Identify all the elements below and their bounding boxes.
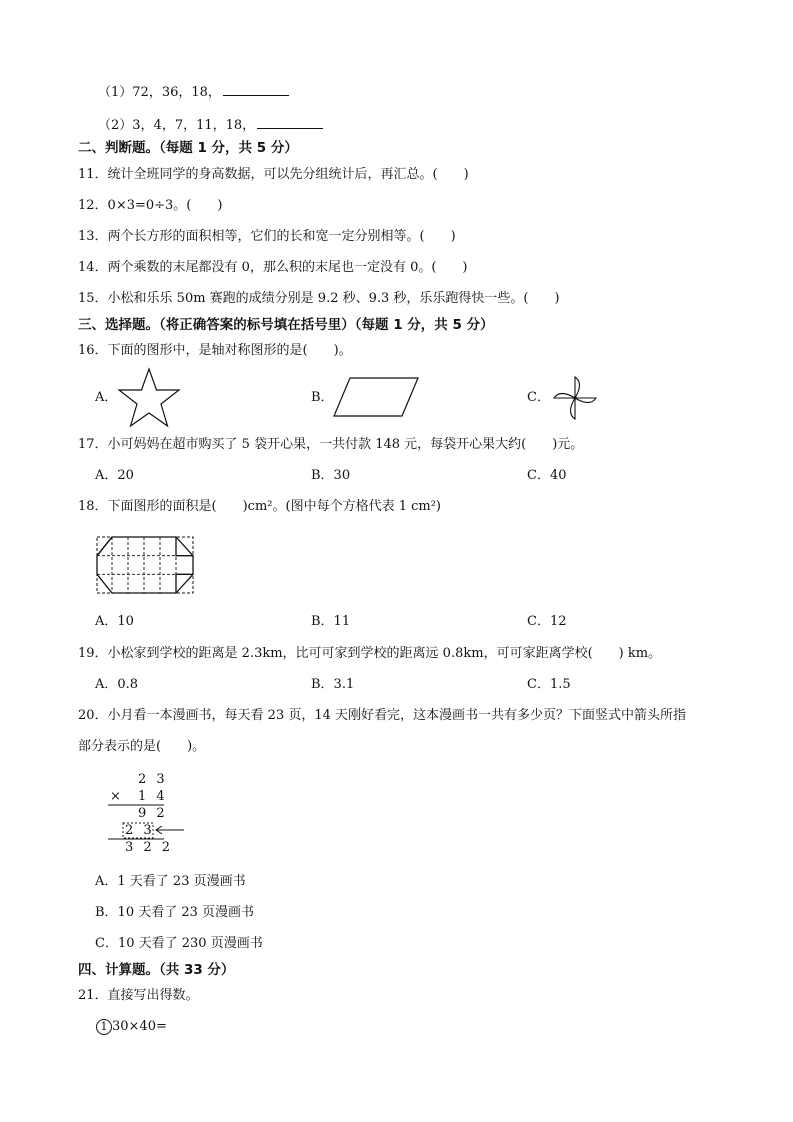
- question-20-stem-line1: 20．小月看一本漫画书，每天看 23 页，14 天刚好看完，这本漫画书一共有多少页？下面竖式中箭头所指: [78, 708, 687, 723]
- vertical-row-3: 9 2: [138, 806, 168, 821]
- q18-option-c[interactable]: C．12: [527, 614, 567, 629]
- q19-option-a[interactable]: A．0.8: [95, 677, 139, 692]
- question-18-stem: 18．下面图形的面积是( )cm²。(图中每个方格代表 1 cm²): [78, 499, 442, 514]
- question-19-stem: 19．小松家到学校的距离是 2.3km，比可可家到学校的距离远 0.8km，可可家距离学校( ) km。: [78, 646, 662, 661]
- multiply-sign: ×: [110, 789, 124, 804]
- section-judge-title: 二、判断题。（每题 1 分，共 5 分）: [78, 140, 298, 156]
- question-16-stem: 16．下面的图形中，是轴对称图形的是( )。: [78, 343, 352, 358]
- q16-option-b[interactable]: B．: [311, 390, 334, 405]
- seq-item-1: [98, 82, 289, 102]
- vertical-row-2: 1 4: [138, 789, 168, 804]
- q17-option-b[interactable]: B．30: [311, 468, 351, 483]
- parallelogram-figure: [332, 376, 422, 420]
- section-choice-title: 三、选择题。（将正确答案的标号填在括号里）（每题 1 分，共 5 分）: [78, 317, 494, 333]
- q18-option-a[interactable]: A．10: [95, 614, 134, 629]
- q17-option-a[interactable]: A．20: [95, 468, 134, 483]
- q16-option-a[interactable]: A．: [95, 390, 118, 405]
- vertical-row-1: 2 3: [138, 772, 168, 787]
- question-14: 14．两个乘数的末尾都没有 0，那么积的末尾也一定没有 0。( ): [78, 260, 468, 275]
- vertical-row-4: 2 3: [125, 823, 155, 838]
- question-21-stem: 21．直接写出得数。: [78, 988, 199, 1003]
- question-20-stem-line2: 部分表示的是( )。: [78, 739, 206, 754]
- grid-shape-figure: [96, 536, 194, 594]
- question-13: 13．两个长方形的面积相等，它们的长和宽一定分别相等。( ): [78, 229, 456, 244]
- q17-option-c[interactable]: C．40: [527, 468, 567, 483]
- section-calc-title: 四、计算题。（共 33 分）: [78, 962, 235, 978]
- answer-blank[interactable]: [257, 115, 323, 129]
- calc-item-1: [96, 1018, 167, 1036]
- question-12: 12．0×3=0÷3。( ): [78, 198, 223, 213]
- vertical-lines: [108, 772, 188, 856]
- seq-item-2-text: （2）3，4，7，11，18，: [98, 118, 256, 133]
- q19-option-b[interactable]: B．3.1: [311, 677, 355, 692]
- calc-expression: 30×40=: [112, 1019, 167, 1034]
- circled-number-icon: 1: [96, 1019, 112, 1035]
- q20-option-a[interactable]: A．1 天看了 23 页漫画书: [95, 874, 246, 889]
- question-17-stem: 17．小可妈妈在超市购买了 5 袋开心果，一共付款 148 元，每袋开心果大约( )元。: [78, 437, 584, 452]
- seq-item-2: [98, 115, 323, 135]
- vertical-row-5: 3 2 2: [125, 840, 174, 855]
- q16-option-c[interactable]: C．: [527, 390, 550, 405]
- q20-option-c[interactable]: C．10 天看了 230 页漫画书: [95, 936, 263, 951]
- question-11: 11．统计全班同学的身高数据，可以先分组统计后，再汇总。( ): [78, 167, 469, 182]
- answer-blank[interactable]: [223, 82, 289, 96]
- seq-item-1-text: （1）72，36，18，: [98, 85, 221, 100]
- question-15: 15．小松和乐乐 50m 赛跑的成绩分别是 9.2 秒、9.3 秒，乐乐跑得快一些。( ): [78, 291, 560, 306]
- q19-option-c[interactable]: C．1.5: [527, 677, 571, 692]
- q20-option-b[interactable]: B．10 天看了 23 页漫画书: [95, 905, 255, 920]
- star-figure: [118, 367, 184, 429]
- q18-option-b[interactable]: B．11: [311, 614, 351, 629]
- pinwheel-figure: [552, 375, 598, 421]
